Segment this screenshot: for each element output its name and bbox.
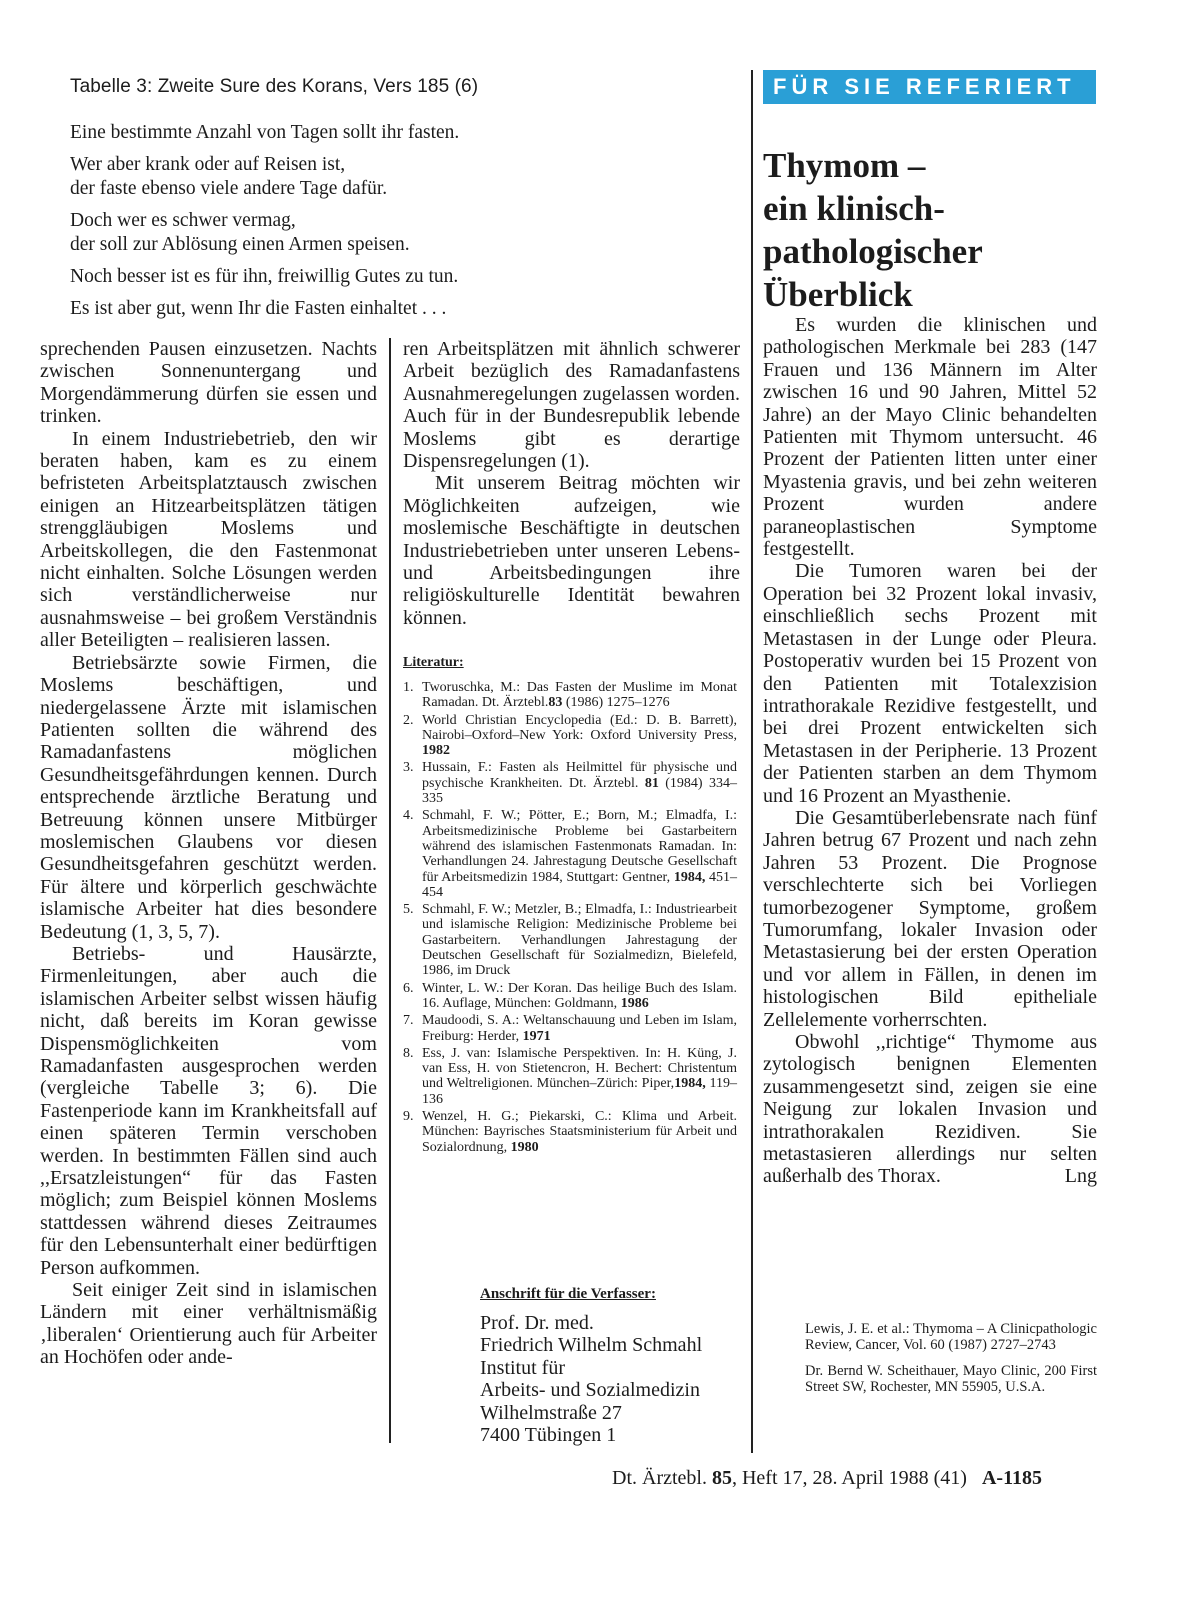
address-line: Institut für bbox=[480, 1356, 565, 1379]
paragraph: Mit unserem Beitrag möchten wir Möglichkeiten aufzeigen, wie moslemische Beschäftigte in deutschen Industriebetrieben unter unseren Lebens- und Arbeitsbedingungen ihre religiöskulturelle Identität bewahren können. bbox=[403, 472, 740, 629]
reference-item: 9. Wenzel, H. G.; Piekarski, C.: Klima und Arbeit. München: Bayrisches Staatsministerium für Arbeit und Sozialordnung, 1980 bbox=[403, 1109, 737, 1155]
source-reference bbox=[805, 1321, 1097, 1405]
paragraph: Die Tumoren waren bei der Operation bei 32 Prozent lokal invasiv, einschließlich sechs Prozent mit Metastasen in der Lunge oder Pleura. Postoperativ wurden bei 15 Prozent von den Patienten mit Totalexzision intrathorakale Rezidive festgestellt, und bei drei Prozent entwickelten sich Metastasen in der Peripherie. 13 Prozent der Patienten starben an dem Thymom und 16 Prozent an Myasthenie. bbox=[763, 560, 1097, 807]
address-line: Arbeits- und Sozialmedizin bbox=[480, 1379, 700, 1402]
reference-item: 1. Tworuschka, M.: Das Fasten der Muslime im Monat Ramadan. Dt. Ärztebl.83 (1986) 1275–1276 bbox=[403, 680, 737, 711]
reference-item: 4. Schmahl, F. W.; Pötter, E.; Born, M.; Elmadfa, I.: Arbeitsmedizinische Probleme bei Gastarbeitern während des islamischen Fastenmonats Ramadan. In: Verhandlungen 24. Jahrestagung Deutsche Gesellschaft für Arbeitsmedizin 1984, Stuttgart: Gentner, 1984, 451–454 bbox=[403, 808, 737, 900]
citation: Lewis, J. E. et al.: Thymoma – A Clinicpathologic Review, Cancer, Vol. 60 (1987) 2727–2743 bbox=[805, 1321, 1097, 1353]
address-line: Wilhelmstraße 27 bbox=[480, 1401, 622, 1424]
column-divider bbox=[389, 338, 391, 1443]
reference-list bbox=[403, 680, 737, 1157]
address-line: Friedrich Wilhelm Schmahl bbox=[480, 1334, 703, 1357]
paragraph: Obwohl ,,richtige“ Thymome aus zytologisch benignen Elementen zusammengesetzt sind, zeigen sie eine Neigung zur lokalen Invasion und intrathorakalen Rezidiven. Sie metastasieren allerdings nur selten außerhalb des Thorax. Lng bbox=[763, 1031, 1097, 1188]
reference-item: 3. Hussain, F.: Fasten als Heilmittel für physische und psychische Krankheiten. Dt. Ärztebl. 81 (1984) 334–335 bbox=[403, 760, 737, 807]
body-column-right bbox=[763, 314, 1097, 1188]
paragraph: In einem Industriebetrieb, den wir beraten haben, kam es zu einem befristeten Arbeitsplatztausch zwischen einigen an Hitzearbeitsplätzen tätigen strenggläubigen Moslems und Arbeitskollegen, die den Fastenmonat nicht einhalten. Solche Lösungen werden sich verständlicherweise nur ausnahmsweise – bei großem Verständnis aller Beteiligten – realisieren lassen. bbox=[40, 427, 377, 652]
reference-item: 8. Ess, J. van: Islamische Perspektiven. In: H. Küng, J. van Ess, H. von Stietencron, H. Bechert: Christentum und Weltreligionen. München–Zürich: Piper,1984, 119–136 bbox=[403, 1045, 738, 1107]
paragraph: Die Gesamtüberlebensrate nach fünf Jahren betrug 67 Prozent und nach zehn Jahren 53 Prozent. Die Prognose verschlechterte sich bei Vorliegen tumorbezogener Symptome, großem Tumorumfang, lokaler Invasion oder Metastasierung bei der ersten Operation und vor allem in Fällen, in denen im histologischen Bild epitheliale Zellelemente vorherrschten. bbox=[763, 806, 1097, 1031]
quote-line: Eine bestimmte Anzahl von Tagen sollt ihr fasten. bbox=[70, 122, 460, 143]
reference-item: 2. World Christian Encyclopedia (Ed.: D. B. Barrett), Nairobi–Oxford–New York: Oxford University Press, 1982 bbox=[403, 712, 737, 759]
paragraph: Seit einiger Zeit sind in islamischen Ländern mit einer verhältnismäßig ‚liberalen‘ Orientierung auch für Arbeiter an Hochöfen oder ande- bbox=[40, 1279, 377, 1369]
column-divider bbox=[751, 70, 753, 1453]
reference-item: 5. Schmahl, F. W.; Metzler, B.; Elmadfa, I.: Industriearbeit und islamische Religion: Medizinische Probleme bei Gastarbeitern. Verhandlungen Jahrestagung der Deutschen Gesellschaft für Sozialmedizn, Bielefeld, 1986, im Druck bbox=[403, 902, 737, 979]
paragraph: Betriebsärzte sowie Firmen, die Moslems beschäftigen, und niedergelassene Ärzte mit islamischen Patienten sollten die während des Ramadanfastens möglichen Gesundheitsgefährdungen kennen. Durch entsprechende ärztliche Beratung und Betreuung können unsere Mitbürger moslemischen Glaubens vor diesen Gesundheitsgefahren geschützt werden. Für ältere und körperlich geschwächte islamische Arbeiter hat dies besondere Bedeutung (1, 3, 5, 7). bbox=[40, 651, 377, 943]
article-headline: Thymom – ein klinisch- pathologischer Überblick bbox=[763, 146, 983, 314]
address-line: 7400 Tübingen 1 bbox=[480, 1424, 617, 1447]
section-ribbon: FÜR SIE REFERIERT bbox=[763, 70, 1096, 104]
author-signature: Lng bbox=[1064, 1165, 1097, 1188]
quote-table bbox=[70, 121, 750, 329]
page-footer: Dt. Ärztebl. 85, Heft 17, 28. April 1988 (41) A-1185 bbox=[612, 1467, 1042, 1489]
page-number: A-1185 bbox=[981, 1467, 1042, 1489]
reference-item: 7. Maudoodi, S. A.: Weltanschauung und Leben im Islam, Freiburg: Herder, 1971 bbox=[403, 1013, 737, 1044]
literature-heading: Literatur: bbox=[403, 655, 464, 670]
quote-line: Wer aber krank oder auf Reisen ist, der faste ebenso viele andere Tage dafür. bbox=[70, 154, 388, 199]
author-address bbox=[480, 1312, 702, 1446]
body-column-left bbox=[40, 338, 377, 1369]
quote-line: Doch wer es schwer vermag, der soll zur Ablösung einen Armen speisen. bbox=[70, 210, 410, 255]
body-column-middle bbox=[403, 338, 740, 629]
paragraph: Betriebs- und Hausärzte, Firmenleitungen, aber auch die islamischen Arbeiter selbst wissen häufig nicht, daß bereits im Koran gewisse Dispensmöglichkeiten vom Ramadanfasten ausgesprochen werden (vergleiche Tabelle 3; 6). Die Fastenperiode kann im Krankheitsfall auf einen späteren Termin verschoben werden. In bestimmten Fällen sind auch ,,Ersatzleistungen“ für das Fasten möglich; zum Beispiel können Moslems stattdessen während dieses Zeitraumes für den Lebensunterhalt einer bedürftigen Person aufkommen. bbox=[40, 942, 377, 1279]
address-heading: Anschrift für die Verfasser: bbox=[480, 1286, 656, 1302]
quote-line: Noch besser ist es für ihn, freiwillig Gutes zu tun. bbox=[70, 266, 459, 287]
paragraph: ren Arbeitsplätzen mit ähnlich schwerer Arbeit bezüglich des Ramadanfastens Ausnahmeregelungen zugelassen worden. Auch für in der Bundesrepublik lebende Moslems gibt es derartige Dispensregelungen (1). bbox=[403, 338, 740, 473]
table-caption: Tabelle 3: Zweite Sure des Korans, Vers 185 (6) bbox=[70, 76, 479, 97]
contact: Dr. Bernd W. Scheithauer, Mayo Clinic, 200 First Street SW, Rochester, MN 55905, U.S.A. bbox=[805, 1363, 1097, 1395]
address-line: Prof. Dr. med. bbox=[480, 1312, 594, 1334]
paragraph: Es wurden die klinischen und pathologischen Merkmale bei 283 (147 Frauen und 136 Männern im Alter zwischen 16 und 90 Jahren, Mittel 52 Jahre) an der Mayo Clinic behandelten Patienten mit Thymom untersucht. 46 Prozent der Patienten litten unter einer Myastenia gravis, und bei zehn weiteren Prozent wurden andere paraneoplastischen Symptome festgestellt. bbox=[763, 314, 1097, 561]
paragraph: sprechenden Pausen einzusetzen. Nachts zwischen Sonnenuntergang und Morgendämmerung dürfen sie essen und trinken. bbox=[40, 338, 377, 428]
quote-line: Es ist aber gut, wenn Ihr die Fasten einhaltet . . . bbox=[70, 298, 447, 319]
reference-item: 6. Winter, L. W.: Der Koran. Das heilige Buch des Islam. 16. Auflage, München: Goldmann, 1986 bbox=[403, 980, 737, 1011]
